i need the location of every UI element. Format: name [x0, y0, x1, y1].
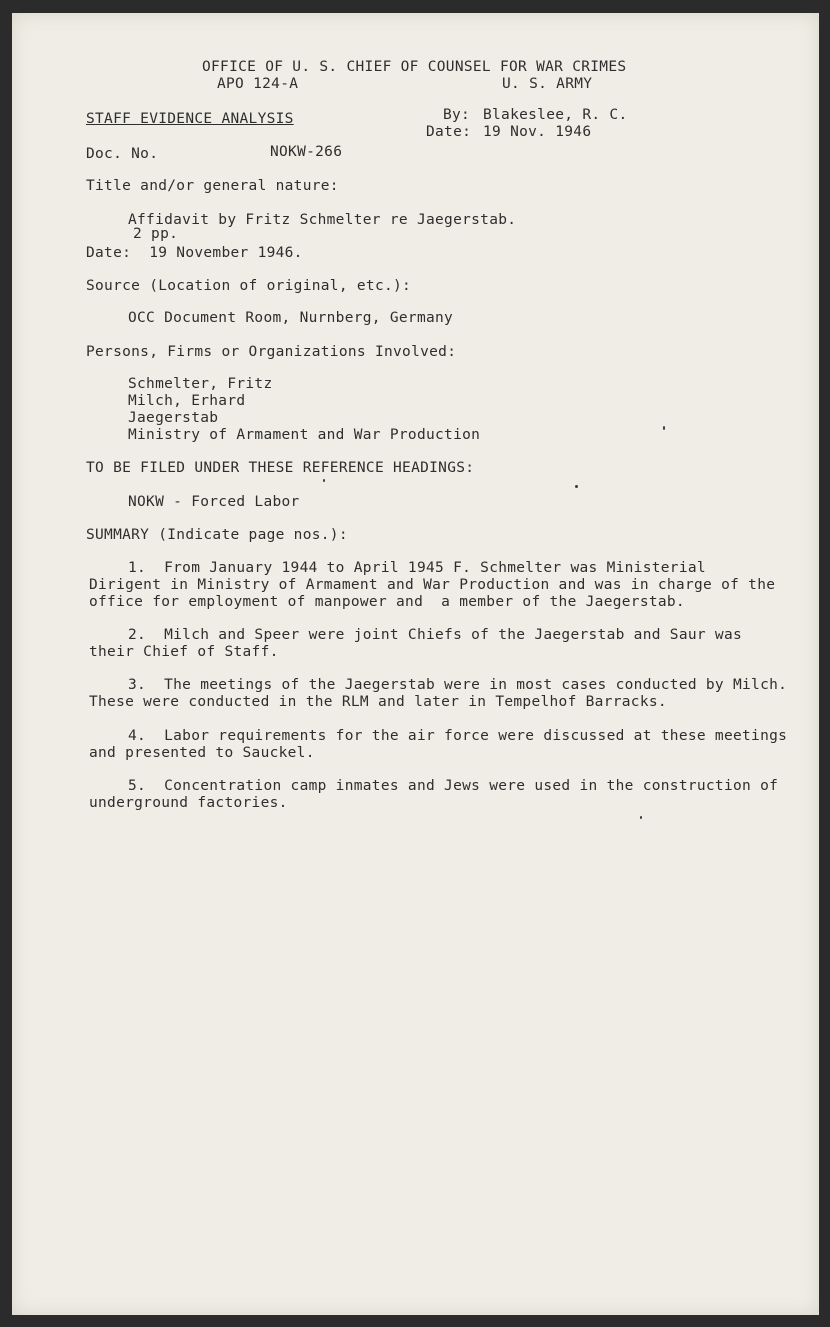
summary-paragraph-line: 5. Concentration camp inmates and Jews were used in the construction of — [128, 778, 779, 794]
paper-speck — [575, 485, 578, 488]
title-label: Title and/or general nature: — [86, 178, 339, 194]
source-label: Source (Location of original, etc.): — [86, 278, 412, 294]
summary-paragraph-line: These were conducted in the RLM and later in Tempelhof Barracks. — [89, 694, 667, 710]
source-value: OCC Document Room, Nurnberg, Germany — [128, 310, 454, 326]
summary-paragraph-line: 2. Milch and Speer were joint Chiefs of the Jaegerstab and Saur was — [128, 627, 743, 643]
analyst-name: Blakeslee, R. C. — [483, 107, 628, 123]
document-page — [12, 13, 819, 1315]
person-item: Schmelter, Fritz — [128, 376, 273, 392]
office-heading: OFFICE OF U. S. CHIEF OF COUNSEL FOR WAR CRIMES — [202, 59, 627, 75]
filing-label: TO BE FILED UNDER THESE REFERENCE HEADINGS: — [86, 460, 475, 476]
apo-number: APO 124-A — [217, 76, 299, 92]
persons-label: Persons, Firms or Organizations Involved: — [86, 344, 457, 360]
summary-paragraph-line: 4. Labor requirements for the air force were discussed at these meetings — [128, 728, 788, 744]
affidavit-date: Date: 19 November 1946. — [86, 245, 303, 261]
summary-paragraph-line: underground factories. — [89, 795, 288, 811]
paper-speck — [323, 479, 325, 482]
date-label: Date: — [426, 124, 472, 140]
title-line: Affidavit by Fritz Schmelter re Jaegerstab. — [128, 212, 517, 228]
summary-paragraph-line: and presented to Sauckel. — [89, 745, 315, 761]
summary-paragraph-line: 3. The meetings of the Jaegerstab were in most cases conducted by Milch. — [128, 677, 788, 693]
paper-speck — [663, 426, 665, 430]
analysis-date: 19 Nov. 1946 — [483, 124, 592, 140]
summary-paragraph-line: office for employment of manpower and a member of the Jaegerstab. — [89, 594, 685, 610]
by-label: By: — [443, 107, 471, 123]
person-item: Jaegerstab — [128, 410, 219, 426]
person-item: Milch, Erhard — [128, 393, 246, 409]
person-item: Ministry of Armament and War Production — [128, 427, 481, 443]
document-title: STAFF EVIDENCE ANALYSIS — [86, 111, 294, 127]
filing-heading: NOKW - Forced Labor — [128, 494, 300, 510]
army-label: U. S. ARMY — [502, 76, 593, 92]
summary-label: SUMMARY (Indicate page nos.): — [86, 527, 348, 543]
doc-number-label: Doc. No. — [86, 146, 159, 162]
summary-paragraph-line: their Chief of Staff. — [89, 644, 279, 660]
doc-number: NOKW-266 — [270, 144, 343, 160]
summary-paragraph-line: 1. From January 1944 to April 1945 F. Schmelter was Ministerial — [128, 560, 706, 576]
page-count: 2 pp. — [133, 226, 179, 242]
summary-paragraph-line: Dirigent in Ministry of Armament and War Production and was in charge of the — [89, 577, 776, 593]
paper-speck — [640, 816, 642, 819]
